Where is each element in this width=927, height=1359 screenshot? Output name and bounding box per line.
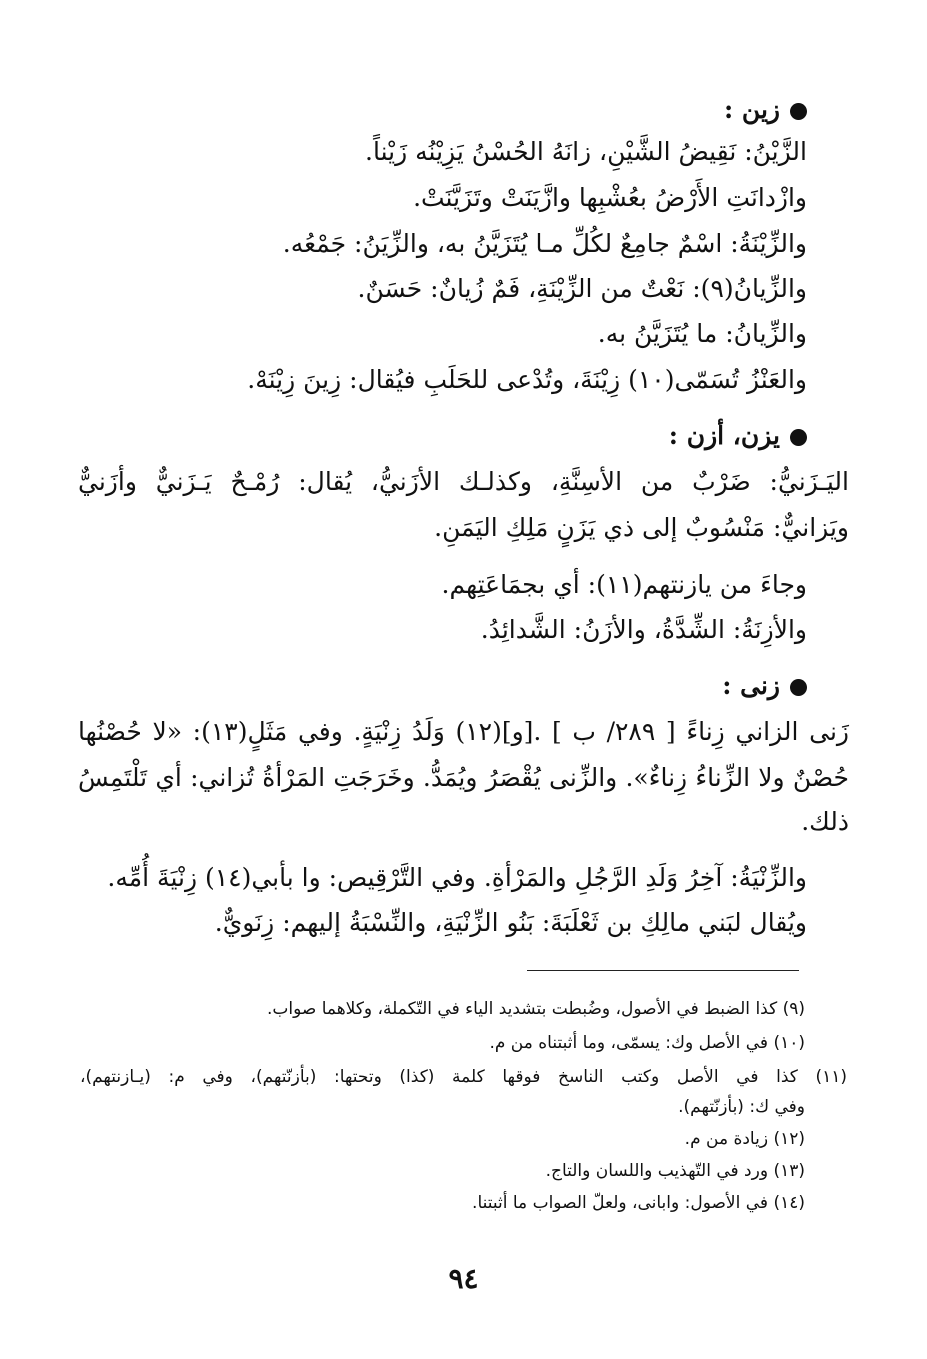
entry-line: والأزِنَةُ: الشِّدَّةُ، والأزَنُ: الشَّدائِدُ. [480, 615, 807, 644]
entry-line: زَنى الزاني زِناءً [ ٢٨٩/ ب ] .[و](١٢) وَلَدُ زِنْيَةٍ. وفي مَثَلٍ(١٣): «لا حُصْنُها [78, 717, 849, 746]
entry-line: ويُقال لبَني مالِكِ بن ثَعْلَبَةَ: بَنُو الزِّنْيَةِ، والنِّسْبَةُ إليهم: زِنَويٌّ. [214, 908, 807, 937]
footnote-divider [527, 970, 799, 971]
page-number: ٩٤ [448, 1262, 479, 1295]
entry-line: والزِّيانُ(٩): نَعْتٌ من الزِّيْنَةِ، فَمٌ زُيانٌ: حَسَنٌ. [357, 274, 807, 303]
entry-line: ذلك. [801, 807, 849, 836]
footnote: (١٢) زيادة من م. [684, 1129, 805, 1149]
heading-text: يزن، أزن : [668, 421, 780, 450]
footnote: (١١) كذا في الأصل وكتب الناسخ فوقها كلمة (كذا) وتحتها: (بأزنّتهم)، وفي م: (يـازنتهم)، [80, 1067, 847, 1087]
footnote: (٩) كذا الضبط في الأصول، وضُبطت بتشديد الياء في التّكملة، وكلاهما صواب. [266, 999, 805, 1019]
entry-line: والعَنْزُ تُسَمّى(١٠) زِيْنَةَ، وتُدْعى للحَلَبِ فيُقال: زِينَ زِيْنَهْ. [247, 365, 807, 394]
section-heading [724, 90, 807, 130]
entry-line: وجاءَ من يازنتهم(١١): أي بجمَاعَتِهم. [441, 570, 807, 599]
entry-line: والزِّنْيَةُ: آخِرُ وَلَدِ الرَّجُلِ والمَرْأةِ. وفي التَّرْقِيص: وا بأبي(١٤) زِنْيَةَ أُمِّه. [107, 863, 807, 892]
footnote: (١٤) في الأصول: وابانى، ولعلّ الصواب ما أثبتنا. [472, 1193, 805, 1213]
entry-line: حُصْنٌ ولا الزِّناءُ زِناءٌ». والزِّنى يُقْصَرُ ويُمَدُّ. وخَرَجَتِ المَرْأةُ تُزاني: أي تَلْتَمِسُ [78, 763, 849, 792]
section-heading [669, 416, 807, 456]
footnote: (١٠) في الأصل وك: يسمّى، وما أثبتناه من م. [489, 1033, 805, 1053]
bullet-icon [790, 429, 807, 446]
footnote: (١٣) ورد في التّهذيب واللسان والتاج. [545, 1161, 805, 1181]
entry-line: وازْدانَتِ الأَرْضُ بعُشْبِها وازَّيَنَتْ وتَزَيَّنَتْ. [413, 183, 807, 212]
heading-text: زنى : [722, 671, 780, 700]
entry-line: ويَزانيٌّ: مَنْسُوبٌ إلى ذي يَزَنٍ مَلِكِ اليَمَنِ. [434, 513, 849, 542]
footnote-continuation: وفي ك: (بأزنّتهم). [678, 1097, 805, 1117]
heading-text: زين : [724, 95, 780, 124]
entry-line: والزِّيْنَةُ: اسْمٌ جامِعٌ لكُلِّ مـا يُتَزَيَّنُ به، والزِّيَنُ: جَمْعُه. [282, 229, 807, 258]
bullet-icon [790, 103, 807, 120]
bullet-icon [790, 679, 807, 696]
entry-line: والزِّيانُ: ما يُتَزَيَّنُ به. [597, 319, 807, 348]
section-heading [722, 666, 807, 706]
entry-line: اليَـزَنيُّ: ضَرْبٌ من الأسِنَّةِ، وكذلـك الأزَنيُّ، يُقال: رُمْـحٌ يَـزَنيٌّ وأزَنيٌّ [78, 467, 849, 496]
entry-line: الزَّيْنُ: نَقِيضُ الشَّيْنِ، زانَهُ الحُسْنُ يَزِيْنُه زَيْناً. [365, 137, 807, 166]
